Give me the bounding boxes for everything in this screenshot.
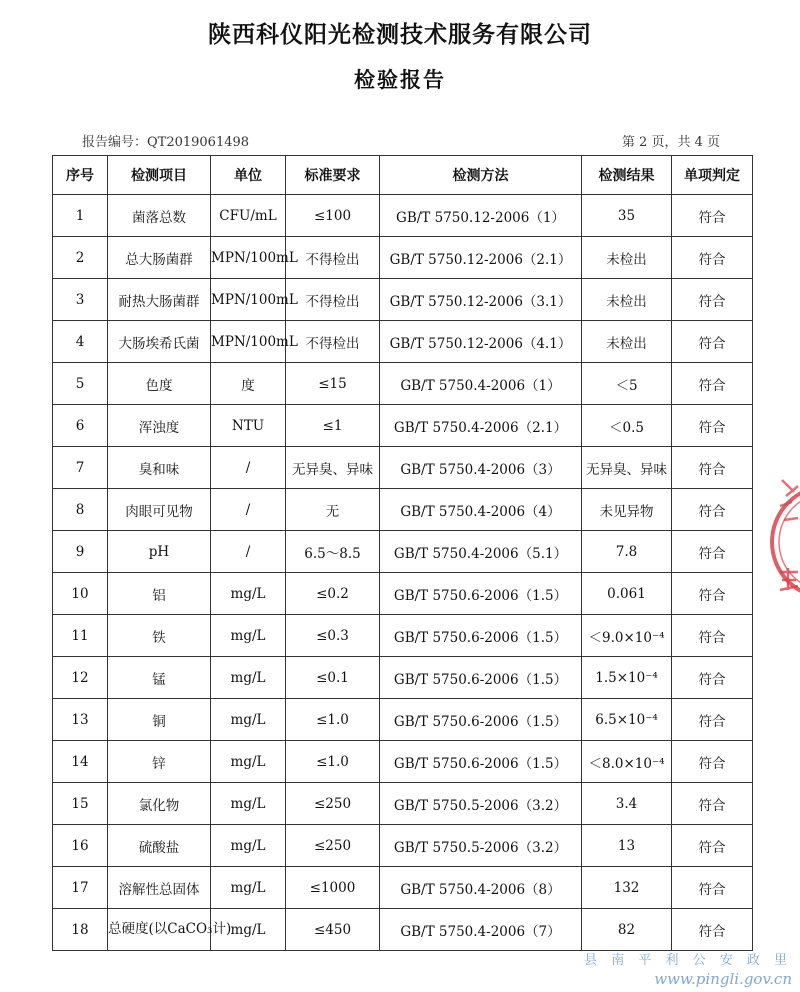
cell-method: GB/T 5750.4-2006（4） [380,489,582,531]
cell-item: 臭和味 [108,447,211,489]
cell-result: 1.5×10⁻⁴ [582,657,672,699]
site-watermark [584,952,792,988]
cell-result: ＜9.0×10⁻⁴ [582,615,672,657]
cell-unit: mg/L [211,825,286,867]
table-row [53,909,753,951]
cell-unit: mg/L [211,783,286,825]
cell-verdict: 符合 [672,909,753,951]
cell-requirement: 无 [286,489,380,531]
cell-no: 10 [53,573,108,615]
table-row [53,657,753,699]
cell-method: GB/T 5750.4-2006（3） [380,447,582,489]
cell-no: 8 [53,489,108,531]
cell-requirement: 不得检出 [286,279,380,321]
cell-item: 铁 [108,615,211,657]
cell-no: 15 [53,783,108,825]
table-row [53,867,753,909]
cell-item: 耐热大肠菌群 [108,279,211,321]
cell-method: GB/T 5750.6-2006（1.5） [380,699,582,741]
cell-unit: mg/L [211,615,286,657]
cell-requirement: ≤15 [286,363,380,405]
cell-method: GB/T 5750.6-2006（1.5） [380,657,582,699]
report-number: 报告编号：QT2019061498 [82,135,250,150]
cell-item: 氯化物 [108,783,211,825]
col-header-requirement: 标准要求 [286,156,380,195]
report-title: 检验报告 [354,68,446,92]
cell-requirement: ≤450 [286,909,380,951]
watermark-url: www.pingli.gov.cn [654,970,792,988]
cell-verdict: 符合 [672,279,753,321]
company-name: 陕西科仪阳光检测技术服务有限公司 [208,22,592,48]
cell-requirement: ≤0.3 [286,615,380,657]
cell-method: GB/T 5750.12-2006（2.1） [380,237,582,279]
cell-item: 大肠埃希氏菌 [108,321,211,363]
cell-result: ＜8.0×10⁻⁴ [582,741,672,783]
cell-unit: mg/L [211,741,286,783]
col-header-method: 检测方法 [380,156,582,195]
col-header-unit: 单位 [211,156,286,195]
cell-requirement: ≤1 [286,405,380,447]
cell-method: GB/T 5750.12-2006（4.1） [380,321,582,363]
cell-no: 4 [53,321,108,363]
cell-method: GB/T 5750.4-2006（7） [380,909,582,951]
cell-result: 13 [582,825,672,867]
cell-no: 14 [53,741,108,783]
cell-method: GB/T 5750.5-2006（3.2） [380,783,582,825]
cell-no: 16 [53,825,108,867]
cell-unit: MPN/100mL [211,237,286,279]
cell-item: 浑浊度 [108,405,211,447]
cell-result: 82 [582,909,672,951]
table-row [53,447,753,489]
cell-result: 35 [582,195,672,237]
cell-result: 7.8 [582,531,672,573]
cell-verdict: 符合 [672,321,753,363]
cell-requirement: ≤1.0 [286,741,380,783]
watermark-text: 县 南 平 利 公 安 政 里 [584,953,792,968]
cell-item: 总硬度(以CaCO₃计) [108,909,211,951]
cell-result: 0.061 [582,573,672,615]
cell-verdict: 符合 [672,237,753,279]
cell-requirement: 不得检出 [286,321,380,363]
cell-unit: MPN/100mL [211,321,286,363]
col-header-result: 检测结果 [582,156,672,195]
cell-verdict: 符合 [672,447,753,489]
cell-method: GB/T 5750.4-2006（1） [380,363,582,405]
cell-unit: / [211,447,286,489]
cell-result: 未检出 [582,321,672,363]
cell-no: 2 [53,237,108,279]
cell-verdict: 符合 [672,363,753,405]
cell-method: GB/T 5750.4-2006（8） [380,867,582,909]
cell-requirement: ≤250 [286,783,380,825]
cell-result: 未检出 [582,237,672,279]
cell-no: 9 [53,531,108,573]
cell-requirement: 不得检出 [286,237,380,279]
cell-verdict: 符合 [672,615,753,657]
cell-method: GB/T 5750.6-2006（1.5） [380,615,582,657]
cell-no: 17 [53,867,108,909]
cell-unit: mg/L [211,867,286,909]
cell-no: 11 [53,615,108,657]
table-row [53,741,753,783]
cell-requirement: ≤0.1 [286,657,380,699]
cell-verdict: 符合 [672,195,753,237]
cell-method: GB/T 5750.5-2006（3.2） [380,825,582,867]
cell-requirement: ≤1000 [286,867,380,909]
cell-verdict: 符合 [672,867,753,909]
table-row [53,363,753,405]
cell-result: 未检出 [582,279,672,321]
cell-unit: mg/L [211,699,286,741]
cell-method: GB/T 5750.6-2006（1.5） [380,573,582,615]
table-row [53,195,753,237]
cell-no: 5 [53,363,108,405]
cell-item: 溶解性总固体 [108,867,211,909]
cell-item: 铝 [108,573,211,615]
table-row [53,699,753,741]
cell-item: 肉眼可见物 [108,489,211,531]
cell-verdict: 符合 [672,825,753,867]
cell-unit: mg/L [211,909,286,951]
cell-unit: mg/L [211,573,286,615]
table-header-row [53,156,753,195]
cell-unit: 度 [211,363,286,405]
cell-no: 12 [53,657,108,699]
cell-item: 硫酸盐 [108,825,211,867]
cell-requirement: ≤250 [286,825,380,867]
page-indicator: 第 2 页，共 4 页 [621,135,720,150]
col-header-verdict: 单项判定 [672,156,753,195]
cell-verdict: 符合 [672,531,753,573]
official-seal-stamp [764,462,800,622]
cell-no: 1 [53,195,108,237]
cell-result: 132 [582,867,672,909]
cell-unit: mg/L [211,657,286,699]
cell-unit: / [211,489,286,531]
cell-result: 无异臭、异味 [582,447,672,489]
table-row [53,405,753,447]
cell-requirement: ≤100 [286,195,380,237]
cell-no: 7 [53,447,108,489]
cell-unit: MPN/100mL [211,279,286,321]
col-header-item: 检测项目 [108,156,211,195]
results-table [52,155,753,951]
cell-result: ＜0.5 [582,405,672,447]
cell-verdict: 符合 [672,783,753,825]
cell-verdict: 符合 [672,405,753,447]
cell-item: 锌 [108,741,211,783]
cell-item: 菌落总数 [108,195,211,237]
table-row [53,489,753,531]
cell-verdict: 符合 [672,699,753,741]
cell-result: ＜5 [582,363,672,405]
cell-method: GB/T 5750.4-2006（5.1） [380,531,582,573]
cell-verdict: 符合 [672,741,753,783]
cell-item: 色度 [108,363,211,405]
col-header-no: 序号 [53,156,108,195]
table-row [53,237,753,279]
cell-no: 6 [53,405,108,447]
cell-verdict: 符合 [672,489,753,531]
cell-requirement: ≤0.2 [286,573,380,615]
cell-requirement: 无异臭、异味 [286,447,380,489]
cell-method: GB/T 5750.12-2006（1） [380,195,582,237]
cell-method: GB/T 5750.4-2006（2.1） [380,405,582,447]
cell-item: 总大肠菌群 [108,237,211,279]
cell-no: 13 [53,699,108,741]
cell-no: 18 [53,909,108,951]
cell-item: 锰 [108,657,211,699]
cell-unit: / [211,531,286,573]
cell-method: GB/T 5750.6-2006（1.5） [380,741,582,783]
cell-verdict: 符合 [672,573,753,615]
cell-unit: CFU/mL [211,195,286,237]
cell-result: 6.5×10⁻⁴ [582,699,672,741]
table-row [53,825,753,867]
cell-requirement: ≤1.0 [286,699,380,741]
cell-result: 3.4 [582,783,672,825]
table-row [53,573,753,615]
cell-unit: NTU [211,405,286,447]
table-row [53,321,753,363]
table-row [53,783,753,825]
table-row [53,615,753,657]
cell-method: GB/T 5750.12-2006（3.1） [380,279,582,321]
cell-result: 未见异物 [582,489,672,531]
cell-requirement: 6.5～8.5 [286,531,380,573]
cell-item: pH [108,531,211,573]
cell-item: 铜 [108,699,211,741]
table-row [53,531,753,573]
table-row [53,279,753,321]
cell-verdict: 符合 [672,657,753,699]
cell-no: 3 [53,279,108,321]
